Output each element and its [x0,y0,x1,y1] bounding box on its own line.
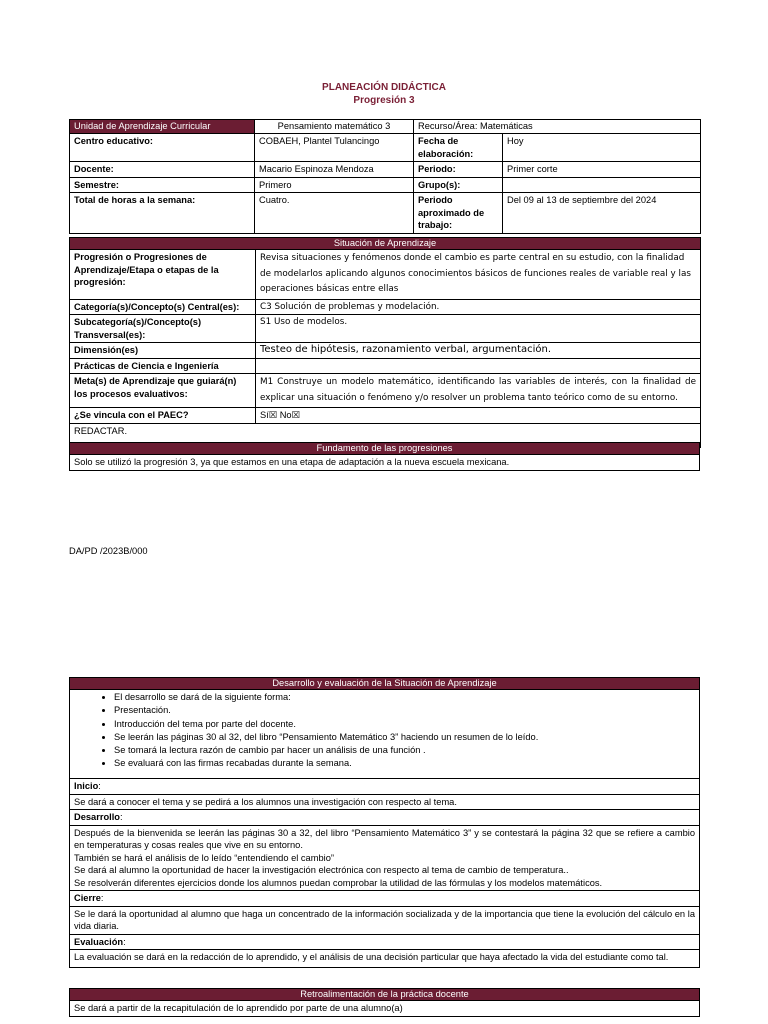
fundamento-text: Solo se utilizó la progresión 3, ya que estamos en una etapa de adaptación a la nueva escuela mexicana. [70,455,700,471]
horas-value: Cuatro. [255,193,414,234]
list-item: • Presentación. [114,704,695,717]
periodo-aprox-label: Periodo aproximado de trabajo: [414,193,503,234]
bullet-list [74,691,695,771]
list-item: • Introducción del tema por parte del docente. [114,718,695,731]
dimension-value: Testeo de hipótesis, razonamiento verbal, argumentación. [256,343,701,359]
evaluacion-label: Evaluación [74,936,124,947]
practicas-label: Prácticas de Ciencia e Ingeniería [70,358,256,374]
redactar-text: REDACTAR. [70,423,701,447]
document-code: DA/PD /2023B/000 [69,546,148,556]
periodo-aprox-value: Del 09 al 13 de septiembre del 2024 [503,193,701,234]
cierre-text: Se le dará la oportunidad al alumno que haga un concentrado de la información socializada y de la importancia que tiene la evolución del cálculo en la vida diaria. [70,906,700,934]
list-item: • Se evaluará con las firmas recabadas durante la semana. [114,757,695,770]
paec-value: Sí☒ No☒ [256,408,701,424]
dimension-label: Dimensión(es) [70,343,256,359]
retro-text: Se dará a partir de la recapitulación de lo aprendido por parte de una alumno(a) [70,1001,700,1017]
meta-value: M1 Construye un modelo matemático, identificando las variables de interés, con la finalidad de explicar una situación o fenómeno y/o resolver un problema tanto teórico como de su entorno. [256,374,701,408]
grupo-label: Grupo(s): [414,177,503,193]
desarrollo-header: Desarrollo y evaluación de la Situación de Aprendizaje [70,678,700,690]
subcategoria-label: Subcategoría(s)/Concepto(s) Transversal(es): [70,315,256,343]
fecha-label: Fecha de elaboración: [414,134,503,162]
docente-value: Macario Espinoza Mendoza [255,162,414,178]
progresion-value: Revisa situaciones y fenómenos donde el cambio es parte central en su estudio, con la finalidad de modelarlos aplicando algunos conocimientos básicos de funciones reales de variable real y las operaciones básicas entre ellas [256,250,701,300]
situacion-header: Situación de Aprendizaje [70,238,701,250]
list-item: • Se tomará la lectura razón de cambio par hacer un análisis de una función . [114,744,695,757]
desarrollo-label: Desarrollo [74,812,120,822]
progresion-label: Progresión o Progresiones de Aprendizaje/Etapa o etapas de la progresión: [70,250,256,300]
uac-label: Unidad de Aprendizaje Curricular [70,120,255,134]
subcategoria-value: S1 Uso de modelos. [256,315,701,343]
categoria-value: C3 Solución de problemas y modelación. [256,299,701,315]
desarrollo-bullets [70,690,700,779]
paec-label: ¿Se vincula con el PAEC? [70,408,256,424]
meta-label: Meta(s) de Aprendizaje que guiará(n) los procesos evaluativos: [70,374,256,408]
retro-table [69,988,700,1017]
fundamento-header: Fundamento de las progresiones [70,443,700,455]
grupo-value [503,177,701,193]
fundamento-table [69,442,700,471]
centro-label: Centro educativo: [70,134,255,162]
desarrollo-text [70,825,700,891]
semestre-label: Semestre: [70,177,255,193]
cierre-label: Cierre [74,893,101,903]
periodo-label: Periodo: [414,162,503,178]
periodo-value: Primer corte [503,162,701,178]
inicio-text: Se dará a conocer el tema y se pedirá a los alumnos una investigación con respecto al tema. [70,794,700,810]
centro-value: COBAEH, Plantel Tulancingo [255,134,414,162]
desarrollo-heading: Desarrollo: [70,810,700,826]
evaluacion-heading: Evaluación: [70,934,700,950]
desarrollo-paragraph: También se hará el análisis de lo leído “entendiendo el cambio” [74,852,334,863]
semestre-value: Primero [255,177,414,193]
desarrollo-paragraph: Se dará al alumno la oportunidad de hacer la investigación electrónica con respecto al tema de cambio de temperatura.. [74,865,569,875]
situacion-table [69,237,701,448]
categoria-label: Categoría(s)/Concepto(s) Central(es): [70,299,256,315]
evaluacion-text: La evaluación se dará en la redacción de lo aprendido, y el análisis de una decisión particular que haya afectado la vida del estudiante como tal. [70,950,700,968]
list-item: • Se leerán las páginas 30 al 32, del libro “Pensamiento Matemático 3” haciendo un resumen de lo leído. [114,731,695,744]
retro-header: Retroalimentación de la práctica docente [70,989,700,1001]
inicio-label: Inicio [74,781,99,791]
cierre-heading: Cierre: [70,891,700,907]
horas-label: Total de horas a la semana: [70,193,255,234]
desarrollo-table [69,677,700,968]
fecha-value: Hoy [503,134,701,162]
general-info-table [69,119,701,234]
page-title: PLANEACIÓN DIDÁCTICA [322,82,446,93]
recurso-value: Recurso/Área: Matemáticas [414,120,701,134]
list-item: • El desarrollo se dará de la siguiente forma: [114,691,695,704]
inicio-heading: Inicio: [70,779,700,795]
practicas-value [256,358,701,374]
desarrollo-paragraph: Después de la bienvenida se leerán las páginas 30 a 32, del libro “Pensamiento Matemático 3” y se contestará la página 32 que se refiere a cambio en temperaturas y cosas reales que vive en su entorno. [74,827,695,850]
docente-label: Docente: [70,162,255,178]
desarrollo-paragraph: Se resolverán diferentes ejercicios donde los alumnos puedan comprobar la utilidad de las fórmulas y los modelos matemáticos. [74,877,603,888]
uac-value: Pensamiento matemático 3 [255,120,414,134]
page-subtitle: Progresión 3 [353,95,415,106]
